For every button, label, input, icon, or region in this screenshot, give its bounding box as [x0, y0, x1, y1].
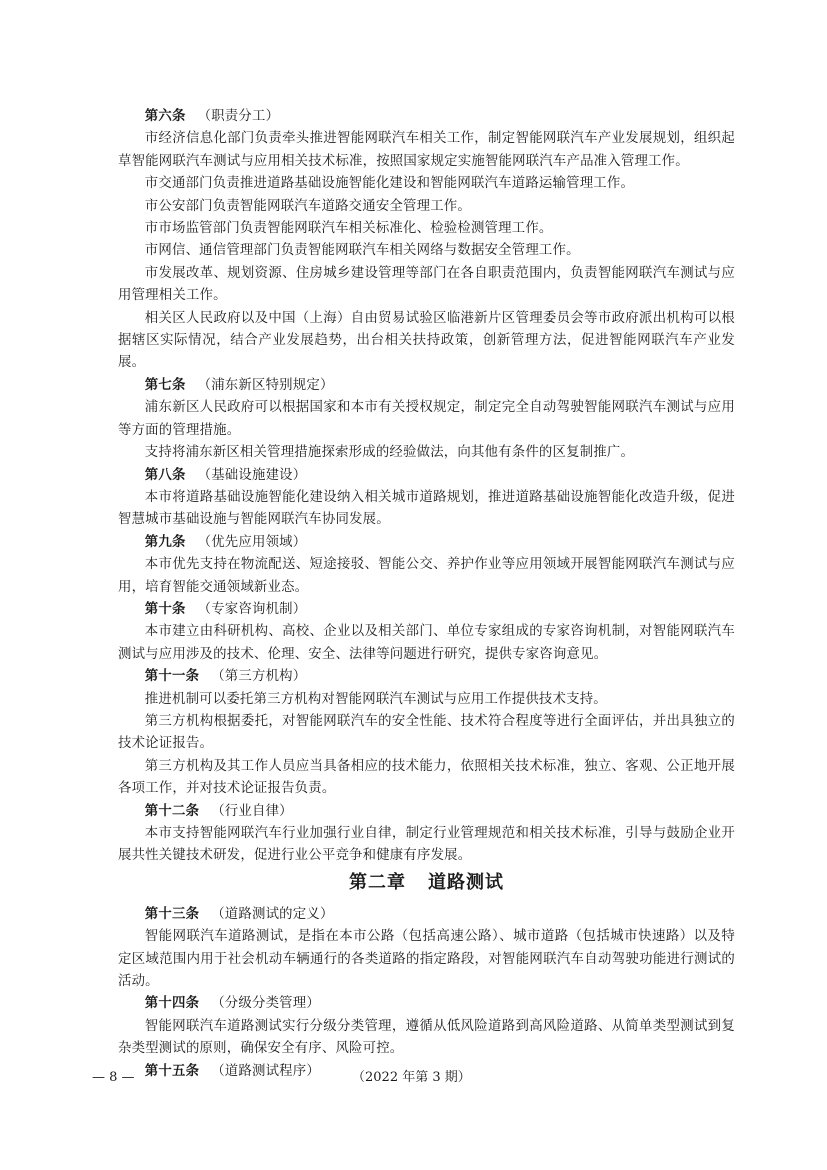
article-heading [118, 993, 735, 1015]
paragraph: 市交通部门负责推进道路基础设施智能化建设和智能网联汽车道路运输管理工作。 [144, 176, 635, 192]
chapter-number: 第二章 [349, 871, 406, 893]
article-number: 第十五条 [144, 1063, 200, 1079]
paragraph: 本市支持智能网联汽车行业加强行业自律，制定行业管理规范和相关技术标准，引导与鼓励企业开展共性关键技术研发，促进行业公平竞争和健康有序发展。 [118, 826, 735, 864]
paragraph: 市公安部门负责智能网联汽车道路交通安全管理工作。 [144, 198, 471, 214]
article-number: 第十三条 [144, 906, 200, 922]
paragraph: 相关区人民政府以及中国（上海）自由贸易试验区临港新片区管理委员会等市政府派出机构可以根据辖区实际情况，结合产业发展趋势，出台相关扶持政策，创新管理方法，促进智能网联汽车产业发展。 [118, 310, 735, 371]
paragraph: 智能网联汽车道路测试，是指在本市公路（包括高速公路）、城市道路（包括城市快速路）以及特定区域范围内用于社会机动车辆通行的各类道路的指定路段，对智能网联汽车自动驾驶功能进行测试的活动。 [118, 929, 735, 990]
paragraph: 第三方机构根据委托，对智能网联汽车的安全性能、技术符合程度等进行全面评估，并出具独立的技术论证报告。 [118, 713, 735, 752]
article-heading [118, 532, 735, 554]
article-title: （职责分工） [197, 109, 280, 124]
paragraph: 浦东新区人民政府可以根据国家和本市有关授权规定，制定完全自动驾驶智能网联汽车测试与应用等方面的管理措施。 [118, 400, 735, 438]
article-number: 第十二条 [144, 803, 200, 819]
paragraph: 市发展改革、规划资源、住房城乡建设管理等部门在各自职责范围内，负责智能网联汽车测试与应用管理相关工作。 [118, 265, 735, 304]
article-number: 第七条 [144, 377, 186, 393]
paragraph: 本市建立由科研机构、高校、企业以及相关部门、单位专家组成的专家咨询机制，对智能网联汽车测试与应用涉及的技术、伦理、安全、法律等问题进行研究，提供专家咨询意见。 [118, 624, 735, 662]
paragraph: 市经济信息化部门负责牵头推进智能网联汽车相关工作，制定智能网联汽车产业发展规划，组织起草智能网联汽车测试与应用相关技术标准，按照国家规定实施智能网联汽车产品准入管理工作。 [118, 131, 735, 169]
article-heading [118, 106, 735, 128]
article-title: （专家咨询机制） [197, 601, 307, 617]
article-title: （道路测试的定义） [211, 906, 334, 922]
paragraph: 本市将道路基础设施智能化建设纳入相关城市道路规划，推进道路基础设施智能化改造升级，促进智慧城市基础设施与智能网联汽车协同发展。 [118, 489, 735, 528]
article-title: （第三方机构） [211, 669, 307, 685]
paragraph: 本市优先支持在物流配送、短途接驳、智能公交、养护作业等应用领域开展智能网联汽车测试与应用，培育智能交通领域新业态。 [118, 557, 735, 595]
article-title: （优先应用领域） [197, 534, 307, 550]
article-heading [118, 666, 735, 688]
chapter-title: 道路测试 [428, 871, 504, 893]
issue-label: （2022 年第 3 期） [352, 1070, 471, 1085]
article-number: 第十四条 [144, 996, 200, 1012]
document-body [118, 106, 735, 1083]
paragraph: 智能网联汽车道路测试实行分级分类管理，遵循从低风险道路到高风险道路、从简单类型测试到复杂类型测试的原则，确保安全有序、风险可控。 [118, 1018, 735, 1057]
paragraph: 市市场监管部门负责智能网联汽车相关标准化、检验检测管理工作。 [144, 221, 553, 237]
article-number: 第十一条 [144, 669, 200, 685]
article-heading [118, 465, 735, 487]
article-title: （基础设施建设） [197, 467, 307, 483]
article-number: 第六条 [144, 109, 186, 124]
chapter-heading [118, 872, 735, 894]
article-number: 第八条 [144, 467, 186, 483]
paragraph: 市网信、通信管理部门负责智能网联汽车相关网络与数据安全管理工作。 [144, 243, 580, 259]
article-heading [118, 801, 735, 823]
article-heading [118, 904, 735, 926]
article-heading [118, 375, 735, 397]
article-title: （行业自律） [211, 803, 293, 819]
paragraph: 第三方机构及其工作人员应当具备相应的技术能力，依照相关技术标准，独立、客观、公正地开展各项工作，并对技术论证报告负责。 [118, 758, 735, 797]
article-number: 第九条 [144, 534, 186, 550]
article-title: （浦东新区特别规定） [197, 377, 334, 393]
article-number: 第十条 [144, 601, 186, 617]
article-title: （道路测试程序） [211, 1063, 320, 1079]
paragraph: 推进机制可以委托第三方机构对智能网联汽车测试与应用工作提供技术支持。 [144, 691, 607, 707]
page-number: — 8 — [92, 1070, 135, 1085]
article-heading [118, 599, 735, 621]
paragraph: 支持将浦东新区相关管理措施探索形成的经验做法，向其他有条件的区复制推广。 [144, 445, 635, 461]
article-title: （分级分类管理） [211, 996, 320, 1012]
